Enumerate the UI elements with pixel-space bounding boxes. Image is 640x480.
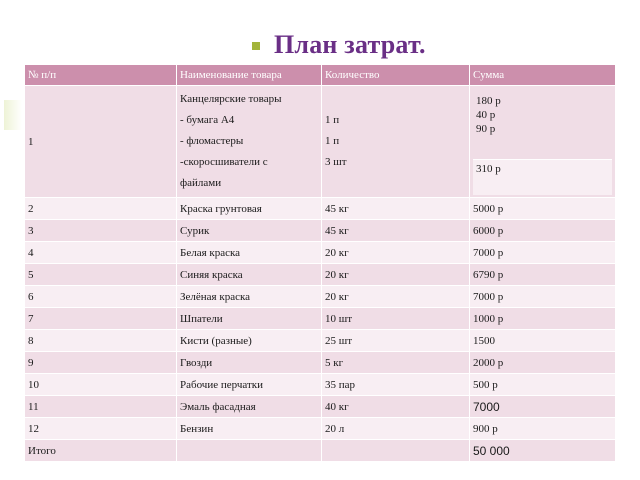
- sum-line: 180 р: [476, 95, 501, 107]
- cell-sum: 7000 р: [470, 286, 616, 308]
- table-row: [25, 198, 616, 220]
- cell-sum: 1000 р: [470, 308, 616, 330]
- cell-num: 1: [25, 86, 177, 198]
- decorative-shape: [4, 100, 22, 130]
- cell-sum: 500 р: [470, 374, 616, 396]
- cell-qty: 40 кг: [322, 396, 470, 418]
- sum-line: 40 р: [476, 109, 496, 121]
- title-text: План затрат.: [274, 30, 426, 59]
- header-name: Наименование товара: [177, 65, 322, 86]
- cell-num: 12: [25, 418, 177, 440]
- sum-items: [473, 88, 612, 160]
- cell-name-multi: [177, 86, 322, 198]
- cell-name: Синяя краска: [177, 264, 322, 286]
- cell-num: 8: [25, 330, 177, 352]
- table-row: [25, 396, 616, 418]
- table-row: [25, 352, 616, 374]
- cell-name: Краска грунтовая: [177, 198, 322, 220]
- qty-line: 3 шт: [325, 156, 347, 168]
- cell-qty: 10 шт: [322, 308, 470, 330]
- cell-num: 5: [25, 264, 177, 286]
- cell-name: Сурик: [177, 220, 322, 242]
- header-qty: Количество: [322, 65, 470, 86]
- table-row: [25, 308, 616, 330]
- cell-sum: 2000 р: [470, 352, 616, 374]
- bullet-icon: [252, 42, 260, 50]
- qty-line: 1 п: [325, 114, 340, 126]
- table-row: [25, 286, 616, 308]
- cell-sum: 1500: [470, 330, 616, 352]
- cell-num: 6: [25, 286, 177, 308]
- cell-sum: 7000: [470, 396, 616, 418]
- cell-qty: 20 кг: [322, 286, 470, 308]
- total-empty: [322, 440, 470, 462]
- name-line: -скоросшиватели с: [180, 156, 268, 168]
- table-row-first: [25, 86, 616, 198]
- name-line: Канцелярские товары: [180, 93, 282, 105]
- slide-title: [252, 30, 426, 60]
- header-num: № п/п: [25, 65, 177, 86]
- header-sum: Сумма: [470, 65, 616, 86]
- cell-name: Зелёная краска: [177, 286, 322, 308]
- cell-name: Бензин: [177, 418, 322, 440]
- cell-name: Шпатели: [177, 308, 322, 330]
- cell-sum: 7000 р: [470, 242, 616, 264]
- cell-num: 2: [25, 198, 177, 220]
- cell-num: 10: [25, 374, 177, 396]
- cell-name: Кисти (разные): [177, 330, 322, 352]
- table-row: [25, 220, 616, 242]
- cell-qty: 35 пар: [322, 374, 470, 396]
- cell-num: 7: [25, 308, 177, 330]
- cell-qty: 45 кг: [322, 198, 470, 220]
- cell-qty-multi: [322, 86, 470, 198]
- total-empty: [177, 440, 322, 462]
- cell-qty: 20 кг: [322, 264, 470, 286]
- cell-name: Рабочие перчатки: [177, 374, 322, 396]
- total-label: Итого: [25, 440, 177, 462]
- total-row: [25, 440, 616, 462]
- cell-sum: 5000 р: [470, 198, 616, 220]
- cell-num: 3: [25, 220, 177, 242]
- qty-line: 1 п: [325, 135, 340, 147]
- cell-num: 4: [25, 242, 177, 264]
- table-row: [25, 242, 616, 264]
- name-line: - фломастеры: [180, 135, 244, 147]
- sum-line: 90 р: [476, 123, 496, 135]
- cell-sum: 6790 р: [470, 264, 616, 286]
- cell-sum-split: [470, 86, 616, 198]
- total-sum: 50 000: [470, 440, 616, 462]
- cell-qty: 5 кг: [322, 352, 470, 374]
- cell-name: Белая краска: [177, 242, 322, 264]
- cost-table: [24, 64, 616, 462]
- cell-num: 11: [25, 396, 177, 418]
- name-line: файлами: [180, 177, 222, 189]
- cell-sum: 900 р: [470, 418, 616, 440]
- cell-name: Эмаль фасадная: [177, 396, 322, 418]
- cell-qty: 20 л: [322, 418, 470, 440]
- table-row: [25, 330, 616, 352]
- table-row: [25, 264, 616, 286]
- cell-name: Гвозди: [177, 352, 322, 374]
- cell-qty: 25 шт: [322, 330, 470, 352]
- cell-qty: 45 кг: [322, 220, 470, 242]
- table-row: [25, 374, 616, 396]
- header-row: [25, 65, 616, 86]
- cell-num: 9: [25, 352, 177, 374]
- table-row: [25, 418, 616, 440]
- name-line: - бумага А4: [180, 114, 235, 126]
- cell-sum: 6000 р: [470, 220, 616, 242]
- cell-qty: 20 кг: [322, 242, 470, 264]
- sum-subtotal: 310 р: [473, 160, 612, 195]
